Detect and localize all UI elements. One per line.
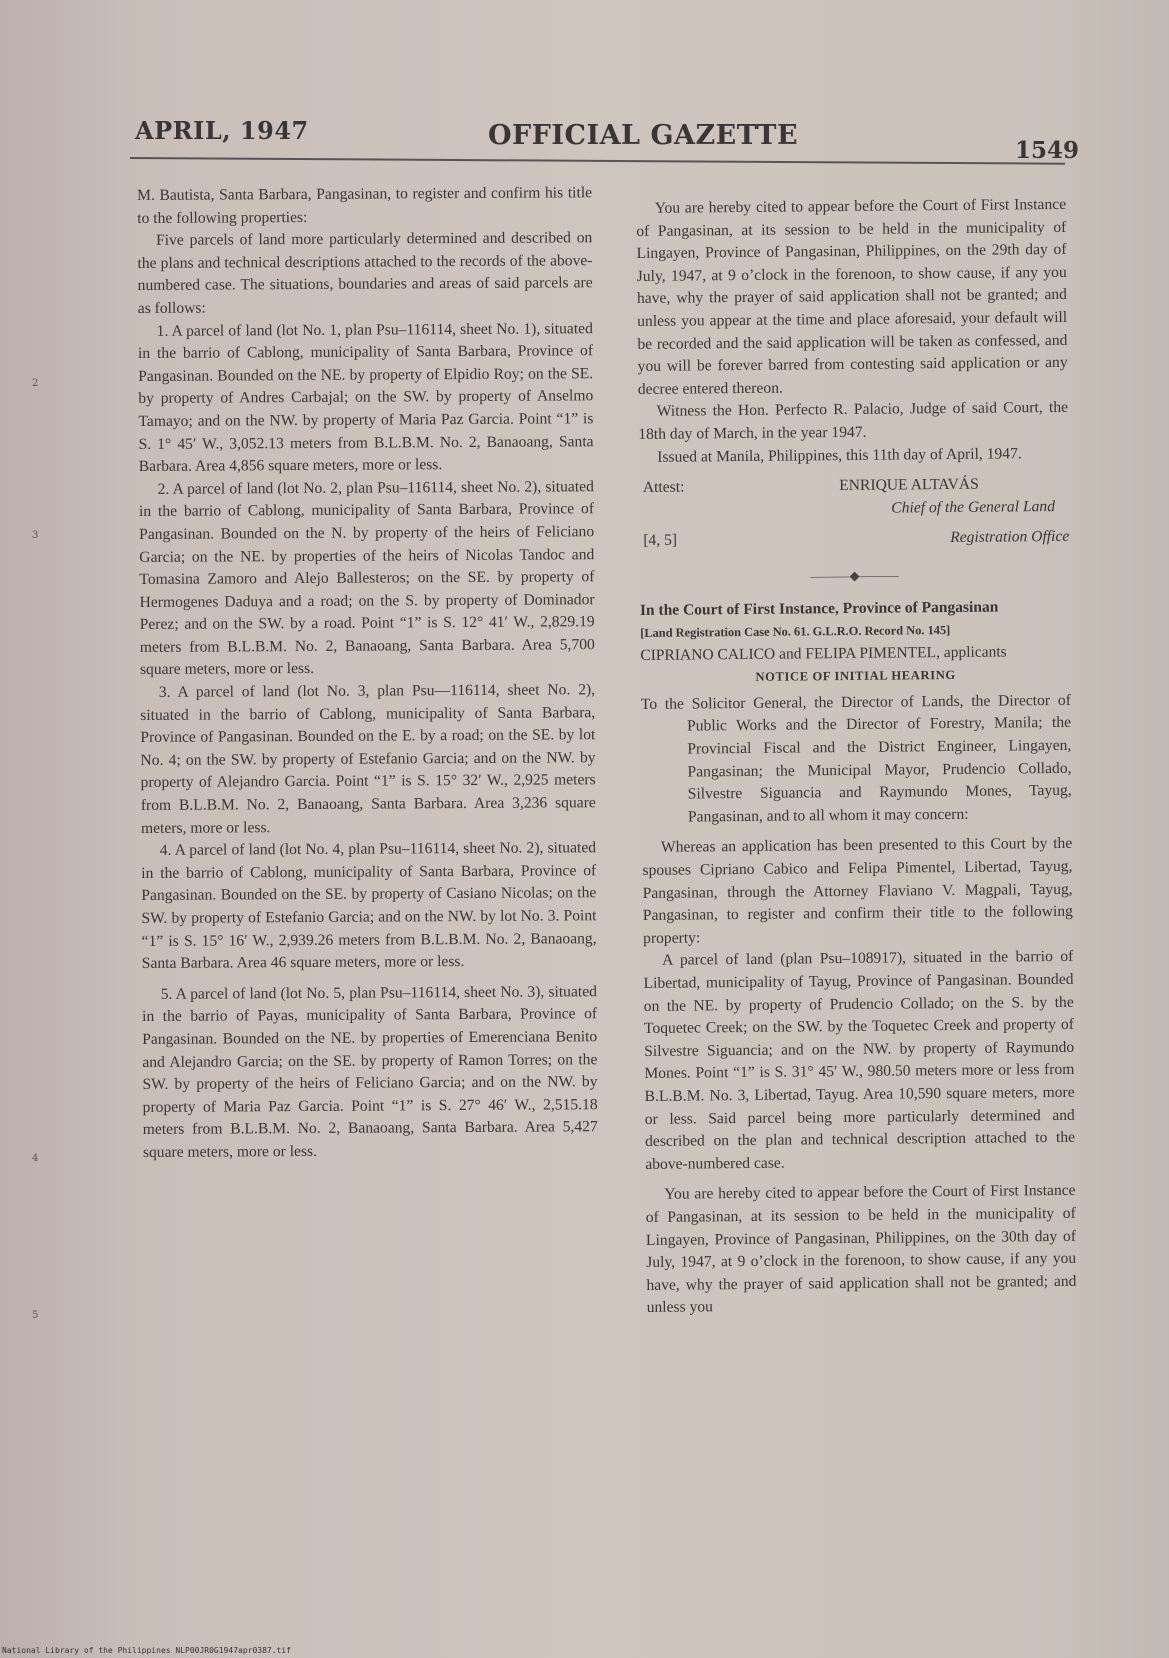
publication-title: OFFICIAL GAZETTE (488, 120, 799, 151)
addressee-block: To the Solicitor General, the Director of Lands, the Director of Public Works and the Director of Forestry, Manila; the Provincial Fiscal and the District Engineer, Lingayen, Pangasinan; the Municipal Mayor, Prudencio Collado, Silvestre Siguancia and Raymundo Mones, Tayug, Pangasinan, and to all whom it may concern: (640, 691, 1072, 826)
attest-label: Attest: (642, 478, 685, 497)
signatory-title-row (639, 526, 1069, 553)
notice-title: NOTICE OF INITIAL HEARING (755, 668, 956, 685)
paragraph: Five parcels of land more particularly determined and described on the plans and technical descriptions attached to the records of the above-numbered case. The situations, boundaries and areas of said parcels are as follows: (137, 229, 593, 317)
margin-mark: 5 (32, 1310, 39, 1321)
paragraph: Issued at Manila, Philippines, this 11th day of April, 1947. (657, 444, 1022, 466)
paragraph: Whereas an application has been presented to this Court by the spouses Cipriano Cabico and Felipa Pimentel, Libertad, Tayug, Pangasinan, through the Attorney Flaviano V. Magpali, Tayug, Pangasinan, to register and confirm their title to the following property: (642, 835, 1073, 947)
applicants-line: CIPRIANO CALICO and FELIPA PIMENTEL, applicants (640, 643, 1007, 664)
paragraph: 1. A parcel of land (lot No. 1, plan Psu–116114, sheet No. 1), situated in the barrio of Cablong, municipality of Santa Barbara, Province of Pangasinan. Bounded on the NE. by property of Elpidio Roy; on the SE. by property of Andres Carbajal; on the SW. by property of Anselmo Tamayo; and on the NW. by property of Maria Paz Garcia. Point “1” is S. 1° 45′ W., 3,052.13 meters from B.L.B.M. No. 2, Banaoang, Santa Barbara. Area 4,856 square meters, more or less. (137, 319, 594, 476)
paragraph: Witness the Hon. Perfecto R. Palacio, Judge of said Court, the 18th day of March, in the year 1947. (638, 399, 1069, 443)
paragraph: You are hereby cited to appear before the Court of First Instance of Pangasinan, at its session to be held in the municipality of Lingayen, Province of Pangasinan, Philippines, on the 30th day of July, 1947, at 9 o’clock in the forenoon, to show cause, if any you have, why the prayer of said application shall not be granted; and unless you (645, 1182, 1077, 1317)
margin-mark: 2 (32, 378, 39, 389)
paragraph: A parcel of land (plan Psu–108917), situated in the barrio of Libertad, municipality of Tayug, Province of Pangasinan. Bounded on the NE. by property of Prudencio Collado; on the S. by the Toquetec Creek; on the SW. by the Toquetec Creek and property of Silvestre Siguancia; and on the NW. by property of Raymundo Mones. Point “1” is S. 31° 45′ W., 980.50 meters more or less from B.L.B.M. No. 3, Libertad, Tayug. Area 10,590 square meters, more or less. Said parcel being more particularly determined and described on the plan and technical description attached to the above-numbered case. (643, 948, 1076, 1173)
section-divider: ———◆——— (810, 567, 899, 584)
page-header (0, 0, 1169, 180)
signatory-title-2: Registration Office (950, 528, 1070, 547)
paragraph: 5. A parcel of land (lot No. 5, plan Psu–116114, sheet No. 3), situated in the barrio of Payas, municipality of Santa Barbara, Province of Pangasinan. Bounded on the NE. by properties of Emerenciana Benito and Alejandro Garcia; on the SE. by property of Ramon Torres; on the SW. by property of the heirs of Feliciano Garcia; and on the NW. by property of Maria Paz Garcia. Point “1” is S. 27° 46′ W., 2,515.18 meters from B.L.B.M. No. 2, Banaoang, Santa Barbara. Area 5,427 square meters, more or less. (142, 982, 598, 1161)
paragraph: 3. A parcel of land (lot No. 3, plan Psu—116114, sheet No. 2), situated in the barrio of Cablong, municipality of Santa Barbara, Province of Pangasinan. Bounded on the E. by a road; on the SE. by lot No. 4; on the SW. by property of Estefanio Garcia; and on the NW. by property of Alejandro Garcia. Point “1” is S. 15° 32′ W., 2,925 meters from B.L.B.M. No. 2, Banaoang, Santa Barbara. Area 3,236 square meters, more or less. (140, 681, 596, 837)
margin-mark: 3 (32, 530, 39, 541)
paragraph: You are hereby cited to appear before the Court of First Instance of Pangasinan, at its session to be held in the municipality of Lingayen, Province of Pangasinan, Philippines, on the 29th day of July, 1947, at 9 o’clock in the forenoon, to show cause, if any you have, why the prayer of said application shall not be granted; and unless you appear at the time and place aforesaid, your default will be recorded and the said application will be taken as confessed, and you will be forever barred from contesting said application or any decree entered thereon. (636, 195, 1068, 398)
left-column (137, 182, 598, 1164)
issue-reference: [4, 5] (643, 531, 678, 550)
paragraph: 4. A parcel of land (lot No. 4, plan Psu–116114, sheet No. 2), situated in the barrio of Cablong, municipality of Santa Barbara, Province of Pangasinan. Bounded on the SE. by property of Casiano Nicolas; on the SW. by property of Estefanio Garcia; and on the NW. by lot No. 3. Point “1” is S. 15° 16′ W., 2,939.26 meters from B.L.B.M. No. 2, Banaoang, Santa Barbara. Area 46 square meters, more or less. (141, 839, 597, 973)
page-number: 1549 (1015, 137, 1080, 164)
scan-source-footer: National Library of the Philippines NLP00JR0G1947apr0387.tif (2, 1646, 291, 1655)
paragraph: 2. A parcel of land (lot No. 2, plan Psu–116114, sheet No. 2), situated in the barrio of Cablong, municipality of Santa Barbara, Province of Pangasinan. Bounded on the N. by property of the heirs of Feliciano Garcia; on the NE. by properties of the heirs of Nicolas Tandoc and Tomasina Zamoro and Alejo Ballesteros; on the SE. by property of Hermogenes Daduya and a road; on the S. by property of Dominador Perez; and on the SW. by a road. Point “1” is S. 12° 41′ W., 2,829.19 meters from B.L.B.M. No. 2, Banaoang, Santa Barbara. Area 5,700 square meters, more or less. (138, 477, 595, 679)
margin-mark: 4 (32, 1153, 39, 1164)
case-reference: [Land Registration Case No. 61. G.L.R.O. Record No. 145] (640, 623, 951, 641)
signatory-name: ENRIQUE ALTAVÁS (839, 475, 979, 495)
paragraph: M. Bautista, Santa Barbara, Pangasinan, to register and confirm his title to the following properties: (137, 184, 593, 227)
right-column (636, 194, 1077, 1320)
signatory-title-1: Chief of the General Land (891, 497, 1056, 517)
header-rule (130, 157, 1065, 165)
court-heading: In the Court of First Instance, Province of Pangasinan (639, 598, 999, 619)
issue-date: APRIL, 1947 (135, 116, 309, 145)
